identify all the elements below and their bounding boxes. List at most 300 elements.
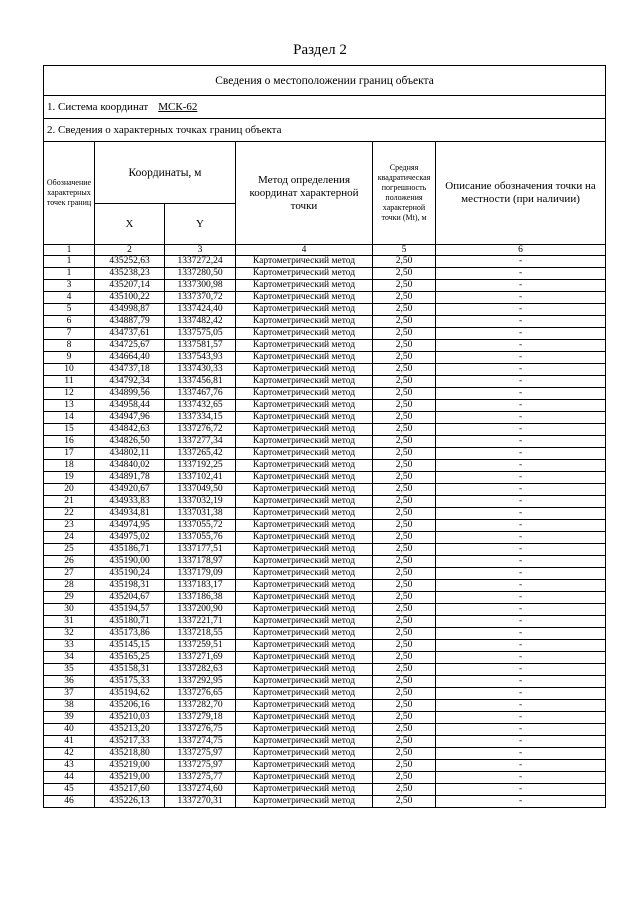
error-cell: 2,50 — [373, 628, 436, 640]
method-cell: Картометрический метод — [236, 616, 373, 628]
column-number: 1 — [44, 245, 95, 256]
description-cell: - — [436, 568, 606, 580]
point-number: 10 — [44, 364, 95, 376]
point-number: 1 — [44, 256, 95, 268]
method-cell: Картометрический метод — [236, 304, 373, 316]
error-cell: 2,50 — [373, 484, 436, 496]
method-cell: Картометрический метод — [236, 664, 373, 676]
method-cell: Картометрический метод — [236, 520, 373, 532]
description-cell: - — [436, 292, 606, 304]
error-cell: 2,50 — [373, 436, 436, 448]
coord-x: 434998,87 — [95, 304, 165, 316]
coord-y: 1337370,72 — [165, 292, 236, 304]
table-title: Сведения о местоположении границ объекта — [44, 66, 606, 96]
description-cell: - — [436, 712, 606, 724]
point-number: 9 — [44, 352, 95, 364]
coord-y: 1337276,75 — [165, 724, 236, 736]
point-number: 25 — [44, 544, 95, 556]
method-cell: Картометрический метод — [236, 436, 373, 448]
method-cell: Картометрический метод — [236, 496, 373, 508]
column-number: 4 — [236, 245, 373, 256]
table-row — [44, 448, 606, 460]
error-cell: 2,50 — [373, 256, 436, 268]
error-cell: 2,50 — [373, 688, 436, 700]
description-cell: - — [436, 424, 606, 436]
table-row — [44, 568, 606, 580]
coord-x: 435190,24 — [95, 568, 165, 580]
description-cell: - — [436, 700, 606, 712]
point-number: 3 — [44, 280, 95, 292]
method-cell: Картометрический метод — [236, 748, 373, 760]
coord-y: 1337177,51 — [165, 544, 236, 556]
description-cell: - — [436, 412, 606, 424]
coord-y: 1337265,42 — [165, 448, 236, 460]
coord-y: 1337282,63 — [165, 664, 236, 676]
point-number: 23 — [44, 520, 95, 532]
error-cell: 2,50 — [373, 604, 436, 616]
point-number: 31 — [44, 616, 95, 628]
error-cell: 2,50 — [373, 676, 436, 688]
method-cell: Картометрический метод — [236, 532, 373, 544]
error-cell: 2,50 — [373, 376, 436, 388]
method-cell: Картометрический метод — [236, 400, 373, 412]
method-cell: Картометрический метод — [236, 328, 373, 340]
error-cell: 2,50 — [373, 412, 436, 424]
error-cell: 2,50 — [373, 388, 436, 400]
coord-x: 434958,44 — [95, 400, 165, 412]
description-cell: - — [436, 640, 606, 652]
description-cell: - — [436, 328, 606, 340]
point-number: 30 — [44, 604, 95, 616]
header-point-label: Обозначение характерных точек границ — [44, 142, 95, 245]
description-cell: - — [436, 604, 606, 616]
coord-y: 1337102,41 — [165, 472, 236, 484]
coord-x: 435207,14 — [95, 280, 165, 292]
point-number: 7 — [44, 328, 95, 340]
table-row — [44, 400, 606, 412]
method-cell: Картометрический метод — [236, 568, 373, 580]
description-cell: - — [436, 496, 606, 508]
coord-x: 434840,02 — [95, 460, 165, 472]
error-cell: 2,50 — [373, 736, 436, 748]
table-row — [44, 496, 606, 508]
table-row — [44, 748, 606, 760]
coord-y: 1337274,60 — [165, 784, 236, 796]
coord-x: 434934,81 — [95, 508, 165, 520]
coord-x: 435204,67 — [95, 592, 165, 604]
description-cell: - — [436, 472, 606, 484]
coord-x: 435213,20 — [95, 724, 165, 736]
description-cell: - — [436, 460, 606, 472]
header-method: Метод определения координат характерной точки — [236, 142, 373, 245]
coord-y: 1337276,65 — [165, 688, 236, 700]
method-cell: Картометрический метод — [236, 292, 373, 304]
coord-y: 1337300,98 — [165, 280, 236, 292]
coord-y: 1337575,05 — [165, 328, 236, 340]
error-cell: 2,50 — [373, 292, 436, 304]
error-cell: 2,50 — [373, 664, 436, 676]
method-cell: Картометрический метод — [236, 772, 373, 784]
point-number: 6 — [44, 316, 95, 328]
coord-y: 1337334,15 — [165, 412, 236, 424]
error-cell: 2,50 — [373, 400, 436, 412]
table-row — [44, 724, 606, 736]
coord-x: 434974,95 — [95, 520, 165, 532]
table-row — [44, 532, 606, 544]
coord-y: 1337270,31 — [165, 796, 236, 808]
method-cell: Картометрический метод — [236, 352, 373, 364]
coord-y: 1337218,55 — [165, 628, 236, 640]
method-cell: Картометрический метод — [236, 604, 373, 616]
description-cell: - — [436, 676, 606, 688]
point-number: 33 — [44, 640, 95, 652]
table-row — [44, 328, 606, 340]
coord-x: 434826,50 — [95, 436, 165, 448]
section-title: Раздел 2 — [293, 42, 347, 58]
header-y: Y — [165, 204, 236, 245]
table-row — [44, 520, 606, 532]
coord-x: 434899,56 — [95, 388, 165, 400]
point-number: 34 — [44, 652, 95, 664]
method-cell: Картометрический метод — [236, 280, 373, 292]
column-number: 5 — [373, 245, 436, 256]
method-cell: Картометрический метод — [236, 796, 373, 808]
coord-x: 435219,00 — [95, 772, 165, 784]
error-cell: 2,50 — [373, 268, 436, 280]
coord-x: 434920,67 — [95, 484, 165, 496]
description-cell: - — [436, 256, 606, 268]
table-row — [44, 352, 606, 364]
coord-y: 1337581,57 — [165, 340, 236, 352]
coord-y: 1337031,38 — [165, 508, 236, 520]
coord-x: 435218,80 — [95, 748, 165, 760]
column-number: 2 — [95, 245, 165, 256]
table-row — [44, 616, 606, 628]
coord-y: 1337276,72 — [165, 424, 236, 436]
error-cell: 2,50 — [373, 580, 436, 592]
point-number: 12 — [44, 388, 95, 400]
table-row — [44, 760, 606, 772]
table-row — [44, 712, 606, 724]
coord-y: 1337259,51 — [165, 640, 236, 652]
coord-y: 1337055,72 — [165, 520, 236, 532]
description-cell: - — [436, 364, 606, 376]
coord-x: 435158,31 — [95, 664, 165, 676]
description-cell: - — [436, 556, 606, 568]
point-number: 19 — [44, 472, 95, 484]
point-number: 32 — [44, 628, 95, 640]
error-cell: 2,50 — [373, 460, 436, 472]
description-cell: - — [436, 508, 606, 520]
coord-y: 1337192,25 — [165, 460, 236, 472]
error-cell: 2,50 — [373, 772, 436, 784]
point-number: 21 — [44, 496, 95, 508]
description-cell: - — [436, 280, 606, 292]
table-row — [44, 772, 606, 784]
coord-x: 435219,00 — [95, 760, 165, 772]
table-row — [44, 412, 606, 424]
method-cell: Картометрический метод — [236, 592, 373, 604]
coord-y: 1337271,69 — [165, 652, 236, 664]
table-row — [44, 472, 606, 484]
error-cell: 2,50 — [373, 784, 436, 796]
description-cell: - — [436, 616, 606, 628]
coord-x: 435217,33 — [95, 736, 165, 748]
coord-x: 434792,34 — [95, 376, 165, 388]
table-row — [44, 676, 606, 688]
coord-x: 435194,57 — [95, 604, 165, 616]
coord-y: 1337482,42 — [165, 316, 236, 328]
point-number: 4 — [44, 292, 95, 304]
table-row — [44, 268, 606, 280]
point-number: 28 — [44, 580, 95, 592]
description-cell: - — [436, 520, 606, 532]
coord-x: 435145,15 — [95, 640, 165, 652]
coord-y: 1337280,50 — [165, 268, 236, 280]
coord-system-value: МСК-62 — [158, 101, 198, 113]
coord-x: 434887,79 — [95, 316, 165, 328]
header-x: X — [95, 204, 165, 245]
method-cell: Картометрический метод — [236, 484, 373, 496]
coord-x: 435190,00 — [95, 556, 165, 568]
error-cell: 2,50 — [373, 496, 436, 508]
error-cell: 2,50 — [373, 748, 436, 760]
description-cell: - — [436, 760, 606, 772]
coord-x: 435194,62 — [95, 688, 165, 700]
point-number: 24 — [44, 532, 95, 544]
coord-y: 1337183,17 — [165, 580, 236, 592]
table-row — [44, 796, 606, 808]
coord-x: 435100,22 — [95, 292, 165, 304]
method-cell: Картометрический метод — [236, 736, 373, 748]
table-row — [44, 388, 606, 400]
coord-y: 1337275,97 — [165, 748, 236, 760]
point-number: 22 — [44, 508, 95, 520]
error-cell: 2,50 — [373, 424, 436, 436]
method-cell: Картометрический метод — [236, 544, 373, 556]
error-cell: 2,50 — [373, 472, 436, 484]
table-row — [44, 592, 606, 604]
coord-y: 1337292,95 — [165, 676, 236, 688]
description-cell: - — [436, 376, 606, 388]
point-number: 20 — [44, 484, 95, 496]
point-number: 44 — [44, 772, 95, 784]
point-number: 37 — [44, 688, 95, 700]
coord-y: 1337272,24 — [165, 256, 236, 268]
coord-x: 435217,60 — [95, 784, 165, 796]
table-row — [44, 484, 606, 496]
coord-y: 1337456,81 — [165, 376, 236, 388]
point-number: 36 — [44, 676, 95, 688]
method-cell: Картометрический метод — [236, 688, 373, 700]
point-number: 40 — [44, 724, 95, 736]
coord-x: 435238,23 — [95, 268, 165, 280]
point-number: 46 — [44, 796, 95, 808]
description-cell: - — [436, 340, 606, 352]
error-cell: 2,50 — [373, 304, 436, 316]
coord-y: 1337279,18 — [165, 712, 236, 724]
description-cell: - — [436, 664, 606, 676]
method-cell: Картометрический метод — [236, 628, 373, 640]
table-row — [44, 376, 606, 388]
point-number: 27 — [44, 568, 95, 580]
coord-y: 1337221,71 — [165, 616, 236, 628]
method-cell: Картометрический метод — [236, 364, 373, 376]
method-cell: Картометрический метод — [236, 448, 373, 460]
point-number: 41 — [44, 736, 95, 748]
method-cell: Картометрический метод — [236, 700, 373, 712]
table-row — [44, 580, 606, 592]
coord-system-row — [44, 96, 606, 119]
point-number: 13 — [44, 400, 95, 412]
method-cell: Картометрический метод — [236, 472, 373, 484]
method-cell: Картометрический метод — [236, 676, 373, 688]
table-row — [44, 784, 606, 796]
coord-y: 1337467,76 — [165, 388, 236, 400]
coord-x: 434975,02 — [95, 532, 165, 544]
coord-x: 435252,63 — [95, 256, 165, 268]
point-number: 5 — [44, 304, 95, 316]
table-row — [44, 628, 606, 640]
description-cell: - — [436, 736, 606, 748]
table-row — [44, 424, 606, 436]
point-number: 1 — [44, 268, 95, 280]
point-number: 35 — [44, 664, 95, 676]
point-number: 39 — [44, 712, 95, 724]
table-row — [44, 256, 606, 268]
error-cell: 2,50 — [373, 568, 436, 580]
description-cell: - — [436, 628, 606, 640]
method-cell: Картометрический метод — [236, 268, 373, 280]
error-cell: 2,50 — [373, 508, 436, 520]
method-cell: Картометрический метод — [236, 652, 373, 664]
coord-x: 435173,86 — [95, 628, 165, 640]
table-row — [44, 736, 606, 748]
header-error: Средняя квадратическая погрешность положения характерной точки (Mt), м — [373, 142, 436, 245]
error-cell: 2,50 — [373, 364, 436, 376]
method-cell: Картометрический метод — [236, 712, 373, 724]
description-cell: - — [436, 688, 606, 700]
point-number: 17 — [44, 448, 95, 460]
coord-y: 1337275,77 — [165, 772, 236, 784]
coord-x: 434664,40 — [95, 352, 165, 364]
table-row — [44, 556, 606, 568]
point-number: 11 — [44, 376, 95, 388]
error-cell: 2,50 — [373, 724, 436, 736]
description-cell: - — [436, 400, 606, 412]
coord-x: 434947,96 — [95, 412, 165, 424]
description-cell: - — [436, 796, 606, 808]
error-cell: 2,50 — [373, 640, 436, 652]
table-row — [44, 292, 606, 304]
coord-y: 1337424,40 — [165, 304, 236, 316]
table-row — [44, 436, 606, 448]
point-number: 43 — [44, 760, 95, 772]
error-cell: 2,50 — [373, 352, 436, 364]
coord-x: 435198,31 — [95, 580, 165, 592]
table-row — [44, 688, 606, 700]
table-row — [44, 304, 606, 316]
method-cell: Картометрический метод — [236, 556, 373, 568]
description-cell: - — [436, 748, 606, 760]
point-number: 29 — [44, 592, 95, 604]
column-numbers-row — [44, 245, 606, 256]
table-row — [44, 664, 606, 676]
point-number: 18 — [44, 460, 95, 472]
error-cell: 2,50 — [373, 544, 436, 556]
method-cell: Картометрический метод — [236, 376, 373, 388]
table-row — [44, 508, 606, 520]
coord-y: 1337178,97 — [165, 556, 236, 568]
error-cell: 2,50 — [373, 652, 436, 664]
description-cell: - — [436, 268, 606, 280]
point-number: 16 — [44, 436, 95, 448]
column-number: 6 — [436, 245, 606, 256]
description-cell: - — [436, 484, 606, 496]
coord-x: 434725,67 — [95, 340, 165, 352]
table-row — [44, 700, 606, 712]
coord-y: 1337274,75 — [165, 736, 236, 748]
header-coordinates: Координаты, м — [95, 142, 236, 204]
coord-y: 1337049,50 — [165, 484, 236, 496]
coord-x: 434737,61 — [95, 328, 165, 340]
method-cell: Картометрический метод — [236, 724, 373, 736]
description-cell: - — [436, 772, 606, 784]
table-row — [44, 652, 606, 664]
method-cell: Картометрический метод — [236, 760, 373, 772]
description-cell: - — [436, 436, 606, 448]
coord-y: 1337179,09 — [165, 568, 236, 580]
coord-y: 1337282,70 — [165, 700, 236, 712]
coord-x: 435186,71 — [95, 544, 165, 556]
table-row — [44, 364, 606, 376]
coord-x: 434891,78 — [95, 472, 165, 484]
boundary-table — [43, 65, 606, 808]
description-cell: - — [436, 352, 606, 364]
coord-y: 1337055,76 — [165, 532, 236, 544]
coord-y: 1337432,65 — [165, 400, 236, 412]
method-cell: Картометрический метод — [236, 580, 373, 592]
table-row — [44, 460, 606, 472]
method-cell: Картометрический метод — [236, 388, 373, 400]
coord-x: 434933,83 — [95, 496, 165, 508]
description-cell: - — [436, 592, 606, 604]
point-number: 38 — [44, 700, 95, 712]
point-number: 26 — [44, 556, 95, 568]
coord-x: 434842,63 — [95, 424, 165, 436]
error-cell: 2,50 — [373, 592, 436, 604]
error-cell: 2,50 — [373, 520, 436, 532]
error-cell: 2,50 — [373, 616, 436, 628]
coord-y: 1337430,33 — [165, 364, 236, 376]
coord-x: 435175,33 — [95, 676, 165, 688]
table-row — [44, 640, 606, 652]
error-cell: 2,50 — [373, 556, 436, 568]
description-cell: - — [436, 532, 606, 544]
error-cell: 2,50 — [373, 760, 436, 772]
coord-x: 435180,71 — [95, 616, 165, 628]
description-cell: - — [436, 724, 606, 736]
table-row — [44, 316, 606, 328]
description-cell: - — [436, 652, 606, 664]
description-cell: - — [436, 784, 606, 796]
method-cell: Картометрический метод — [236, 460, 373, 472]
coord-x: 434737,18 — [95, 364, 165, 376]
description-cell: - — [436, 448, 606, 460]
header-description: Описание обозначения точки на местности (при наличии) — [436, 142, 606, 245]
method-cell: Картометрический метод — [236, 784, 373, 796]
method-cell: Картометрический метод — [236, 316, 373, 328]
